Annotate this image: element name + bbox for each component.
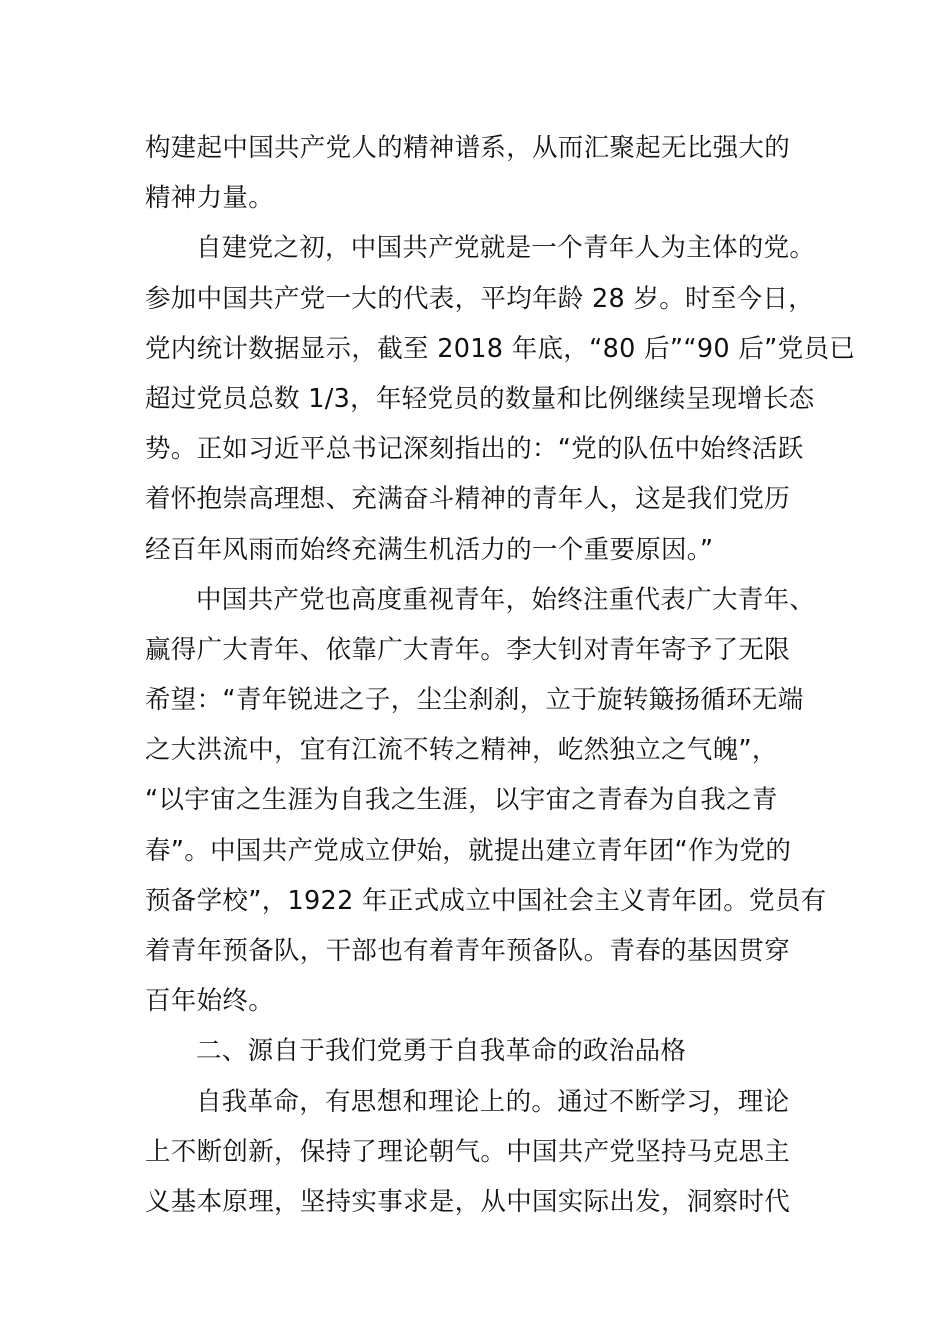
paragraph-line: 势。正如习近平总书记深刻指出的：“党的队伍中始终活跃: [145, 434, 804, 465]
paragraph-line: 预备学校”，1922 年正式成立中国社会主义青年团。党员有: [145, 885, 827, 916]
paragraph-line: “以宇宙之生涯为自我之生涯，以宇宙之青春为自我之青: [145, 785, 778, 816]
document-body: [145, 123, 856, 1227]
paragraph-line: 中国共产党也高度重视青年，始终注重代表广大青年、: [196, 584, 816, 615]
section-heading: [145, 1026, 825, 1076]
paragraph-line: 希望：“青年锐进之子，尘尘刹刹，立于旋转簸扬循环无端: [145, 685, 804, 716]
paragraph-line: 义基本原理，坚持实事求是，从中国实际出发，洞察时代: [145, 1186, 791, 1217]
paragraph-line: 着怀抱崇高理想、充满奋斗精神的青年人，这是我们党历: [145, 484, 791, 515]
paragraph-line: 春”。中国共产党成立伊始，就提出建立青年团“作为党的: [145, 835, 792, 866]
paragraph-line: 经百年风雨而始终充满生机活力的一个重要原因。”: [145, 534, 714, 565]
paragraph-5: [145, 1077, 825, 1228]
paragraph-line: 上不断创新，保持了理论朝气。中国共产党坚持马克思主: [145, 1136, 791, 1167]
paragraph-line: 赢得广大青年、依靠广大青年。李大钊对青年寄予了无限: [145, 634, 791, 665]
paragraph-line: 自建党之初，中国共产党就是一个青年人为主体的党。: [196, 233, 816, 264]
paragraph-line: 超过党员总数 1/3，年轻党员的数量和比例继续呈现增长态: [145, 383, 815, 414]
paragraph-3: [145, 575, 825, 1027]
paragraph-line: 参加中国共产党一大的代表，平均年龄 28 岁。时至今日，: [145, 283, 815, 314]
paragraph-line: 百年始终。: [145, 986, 275, 1017]
paragraph-line: 着青年预备队，干部也有着青年预备队。青春的基因贯穿: [145, 936, 791, 966]
paragraph-line: 自我革命，有思想和理论上的。通过不断学习，理论: [196, 1086, 790, 1117]
section-heading-text: 二、源自于我们党勇于自我革命的政治品格: [196, 1036, 687, 1067]
paragraph-line: 党内统计数据显示，截至 2018 年底，“80 后”“90 后”党员已: [145, 333, 856, 364]
paragraph-2: [145, 223, 856, 574]
paragraph-line: 构建起中国共产党人的精神谱系，从而汇聚起无比强大的: [145, 133, 791, 163]
paragraph-line: 之大洪流中，宜有江流不转之精神，屹然独立之气魄”，: [145, 735, 778, 766]
paragraph-1: [145, 123, 825, 223]
paragraph-line: 精神力量。: [145, 183, 275, 214]
